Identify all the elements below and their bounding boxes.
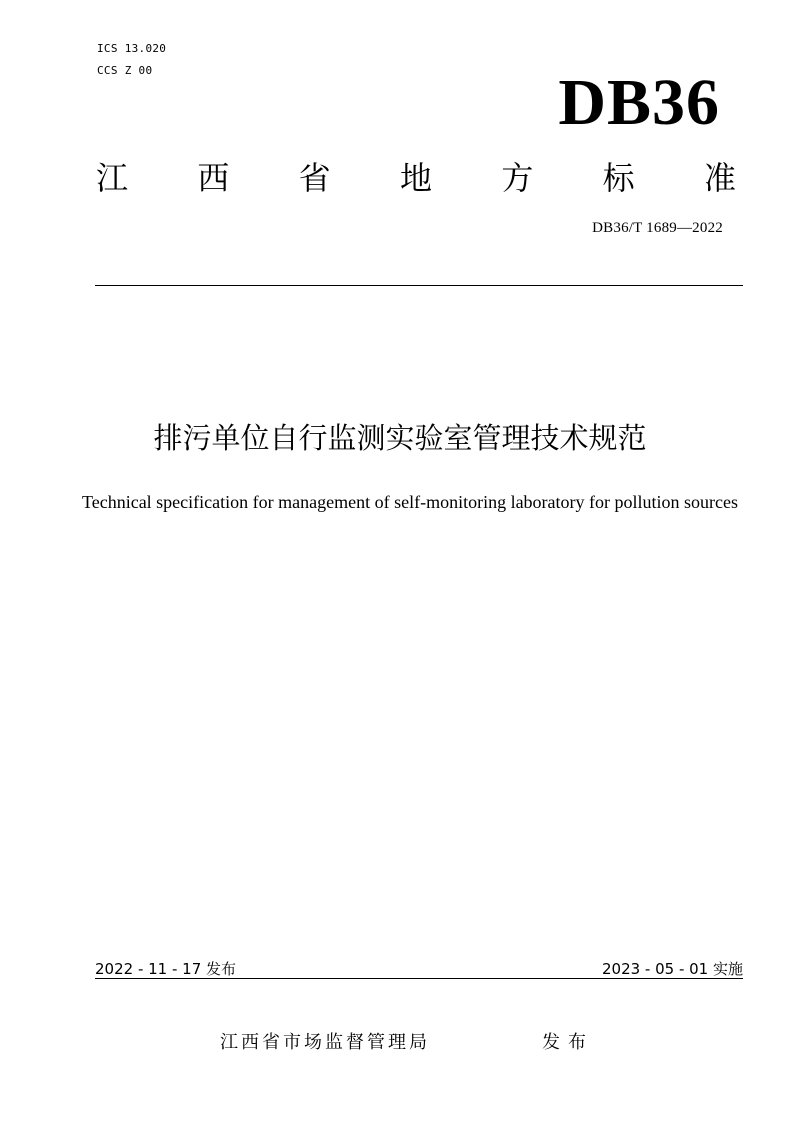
header-divider (95, 285, 743, 286)
standard-type-char: 方 (501, 159, 534, 197)
standard-type-char: 标 (602, 159, 635, 197)
footer-divider (95, 978, 743, 979)
standard-type-heading (96, 158, 736, 198)
issue-date: 2022 - 11 - 17 发布 (95, 960, 237, 978)
document-title-chinese: 排污单位自行监测实验室管理技术规范 (153, 421, 647, 455)
standard-type-char: 省 (298, 159, 331, 197)
standard-type-char: 江 (96, 159, 129, 197)
document-title-english: Technical specification for management of self-monitoring laboratory for pollution sources (81, 492, 739, 512)
standard-type-char: 准 (703, 159, 736, 197)
date-row (95, 958, 743, 980)
ccs-code: CCS Z 00 (97, 64, 153, 77)
standard-logo: DB36 (558, 66, 720, 139)
issuing-authority: 江西省市场监督管理局 (220, 1032, 430, 1053)
ics-code: ICS 13.020 (97, 42, 167, 55)
standard-number: DB36/T 1689—2022 (592, 220, 723, 236)
implementation-date: 2023 - 05 - 01 实施 (601, 960, 743, 978)
standard-type-char: 西 (197, 159, 230, 197)
issue-label: 发布 (542, 1032, 594, 1053)
standard-type-char: 地 (399, 159, 432, 197)
